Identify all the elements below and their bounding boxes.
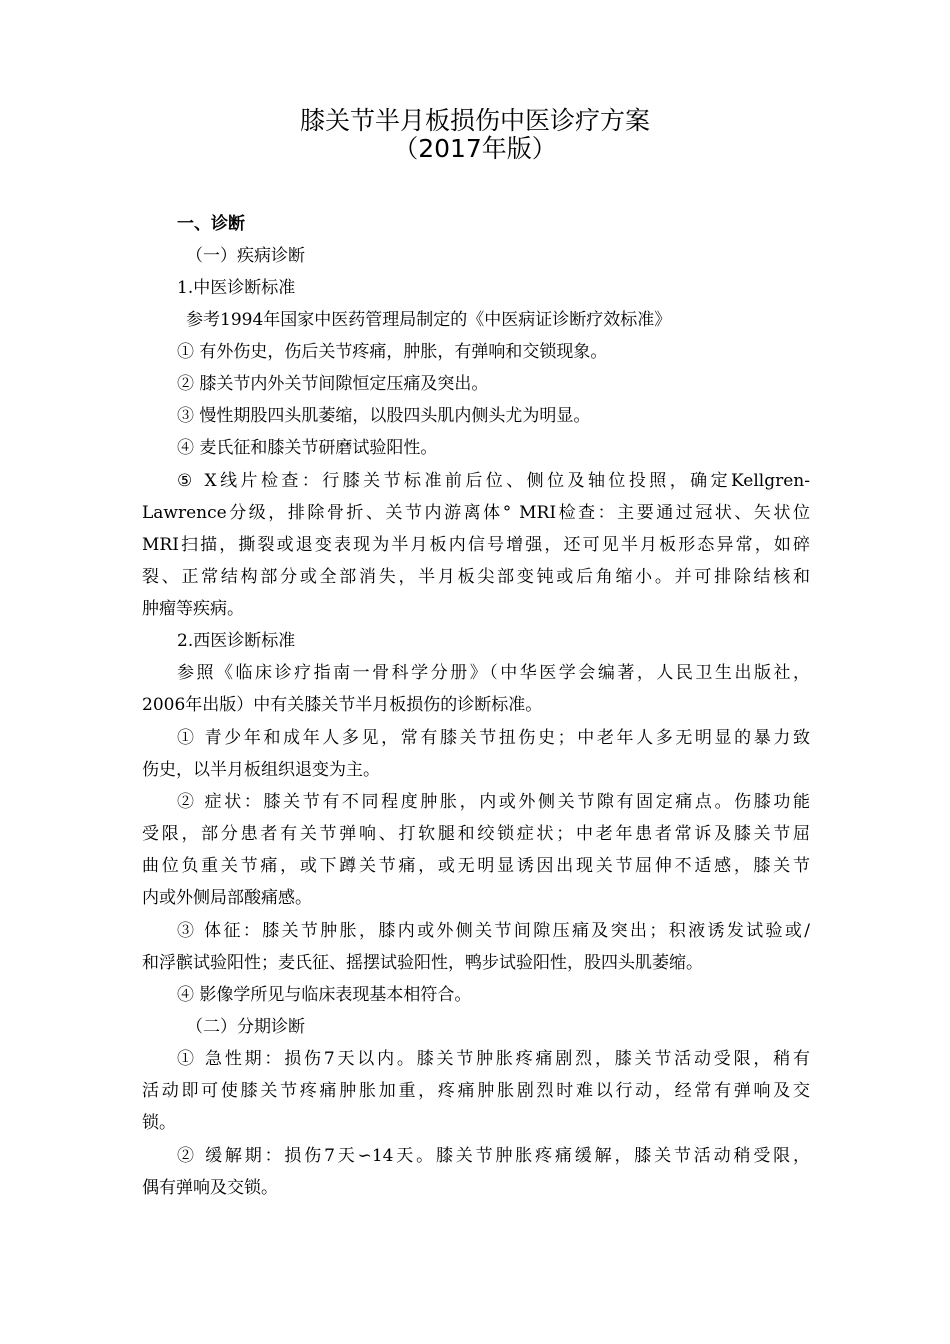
western-item-1-line-2: 伤史，以半月板组织退变为主。 bbox=[142, 760, 380, 780]
western-item-4: ④ 影像学所见与临床表现基本相符合。 bbox=[177, 985, 472, 1005]
stage-remission-line-2: 偶有弹响及交锁。 bbox=[142, 1178, 278, 1198]
stage-acute-line-1: ① 急性期：损伤7天以内。膝关节肿胀疼痛剧烈，膝关节活动受限，稍有 bbox=[177, 1049, 810, 1069]
document-subtitle: （2017年版） bbox=[393, 134, 557, 163]
western-criteria-heading: 2.西医诊断标准 bbox=[177, 631, 296, 651]
subsection-heading-staging: （二）分期诊断 bbox=[186, 1017, 305, 1037]
western-item-3-line-2: 和浮髌试验阳性；麦氏征、摇摆试验阳性，鸭步试验阳性，股四头肌萎缩。 bbox=[142, 953, 703, 973]
tcm-criteria-heading: 1.中医诊断标准 bbox=[177, 278, 296, 298]
western-reference-line-2: 2006年出版）中有关膝关节半月板损伤的诊断标准。 bbox=[142, 695, 543, 715]
tcm-item-5-line-4: 裂、正常结构部分或全部消失，半月板尖部变钝或后角缩小。并可排除结核和 bbox=[142, 567, 810, 587]
tcm-reference: 参考1994年国家中医药管理局制定的《中医病证诊断疗效标准》 bbox=[186, 310, 672, 330]
western-item-2-line-3: 曲位负重关节痛，或下蹲关节痛，或无明显诱因出现关节屈伸不适感，膝关节 bbox=[142, 856, 810, 876]
western-item-2-line-2: 受限，部分患者有关节弹响、打软腿和绞锁症状；中老年患者常诉及膝关节屈 bbox=[142, 824, 810, 844]
stage-acute-line-2: 活动即可使膝关节疼痛肿胀加重，疼痛肿胀剧烈时难以行动，经常有弹响及交 bbox=[142, 1081, 810, 1101]
tcm-item-5-line-5: 肿瘤等疾病。 bbox=[142, 599, 244, 619]
tcm-item-2: ② 膝关节内外关节间隙恒定压痛及突出。 bbox=[177, 374, 489, 394]
western-item-2-line-4: 内或外侧局部酸痛感。 bbox=[142, 888, 312, 908]
section-heading-diagnosis: 一、诊断 bbox=[177, 214, 245, 234]
tcm-item-1: ① 有外伤史，伤后关节疼痛，肿胀，有弹响和交锁现象。 bbox=[177, 342, 608, 362]
tcm-item-5-line-2: Lawrence分级，排除骨折、关节内游离体° MRI检查：主要通过冠状、矢状位 bbox=[142, 503, 810, 523]
tcm-item-3: ③ 慢性期股四头肌萎缩，以股四头肌内侧头尤为明显。 bbox=[177, 406, 591, 426]
western-item-2-line-1: ② 症状：膝关节有不同程度肿胀，内或外侧关节隙有固定痛点。伤膝功能 bbox=[177, 792, 810, 812]
stage-remission-line-1: ② 缓解期：损伤7天∽14天。膝关节肿胀疼痛缓解，膝关节活动稍受限， bbox=[177, 1146, 810, 1166]
document-title: 膝关节半月板损伤中医诊疗方案 bbox=[299, 106, 650, 135]
stage-acute-line-3: 锁。 bbox=[142, 1113, 176, 1133]
western-item-3-line-1: ③ 体征：膝关节肿胀，膝内或外侧关节间隙压痛及突出；积液诱发试验或/ bbox=[177, 921, 810, 941]
subsection-heading-disease-diagnosis: （一）疾病诊断 bbox=[186, 246, 305, 266]
western-item-1-line-1: ① 青少年和成年人多见，常有膝关节扭伤史；中老年人多无明显的暴力致 bbox=[177, 728, 810, 748]
western-reference-line-1: 参照《临床诊疗指南一骨科学分册》（中华医学会编著，人民卫生出版社， bbox=[177, 663, 810, 683]
tcm-item-5-line-3: MRI扫描，撕裂或退变表现为半月板内信号增强，还可见半月板形态异常，如碎 bbox=[142, 535, 810, 555]
tcm-item-4: ④ 麦氏征和膝关节研磨试验阳性。 bbox=[177, 438, 438, 458]
tcm-item-5-line-1: ⑤ X线片检查：行膝关节标准前后位、侧位及轴位投照，确定Kellgren- bbox=[177, 471, 810, 491]
